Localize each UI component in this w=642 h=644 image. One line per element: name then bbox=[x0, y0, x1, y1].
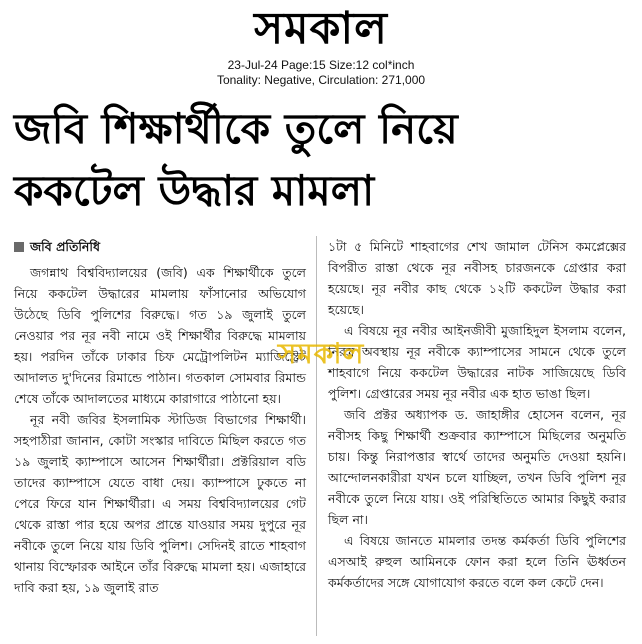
article-paragraph: নূর নবী জবির ইসলামিক স্টাডিজ বিভাগের শিক্ষার্থী। সহপাঠীরা জানান, কোটা সংস্কার দাবিতে মিছিল করতে গত ১৯ জুলাই ক্যাম্পাসে আসেন শিক্ষার্থীরা। প্রক্টরিয়াল বডি তাদের ক্যাম্পাসে যেতে বাধা দেয়। ক্যাম্পাসে ঢুকতে না পেরে ফিরে যান শিক্ষার্থীরা। এ সময় বিশ্ববিদ্যালয়ের গেট থেকে রাস্তা পার হয়ে অপর প্রান্তে যাওয়ার সময় দুপুরে নূর নবীকে তুলে নিয়ে যায় ডিবি পুলিশ। সেদিনই রাতে শাহবাগ থানায় বিস্ফোরক আইনে তাঁর বিরুদ্ধে মামলা হয়। এজাহারে দাবি করা হয়, ১৯ জুলাই রাত bbox=[14, 412, 306, 595]
article-headline bbox=[14, 98, 634, 222]
article-left-column bbox=[14, 262, 306, 598]
clip-info-line-2: Tonality: Negative, Circulation: 271,000 bbox=[216, 73, 426, 87]
watermark-logo: সমকাল bbox=[277, 337, 365, 370]
clip-info-line-1: 23-Jul-24 Page:15 Size:12 col*inch bbox=[227, 58, 415, 72]
article-paragraph: জবি প্রক্টর অধ্যাপক ড. জাহাঙ্গীর হোসেন বলেন, নূর নবীসহ কিছু শিক্ষার্থী শুক্রবার ক্যাম্পাসে মিছিলের অনুমতি চায়। কিন্তু নিরাপত্তার স্বার্থে তাদের অনুমতি দেওয়া হয়নি। আন্দোলনকারীরা যখন চলে যাচ্ছিল, তখন ডিবি পুলিশ নূর নবীকে তুলে নিয়ে যায়। ওই পরিস্থিতিতে আমার কিছুই করার ছিল না। bbox=[328, 407, 626, 527]
headline-line-1: জবি শিক্ষার্থীকে তুলে নিয়ে bbox=[14, 104, 458, 153]
headline-line-2: ককটেল উদ্ধার মামলা bbox=[14, 166, 375, 215]
article-paragraph: ১টা ৫ মিনিটে শাহবাগের শেখ জামাল টেনিস কমপ্লেক্সের বিপরীত রাস্তা থেকে নূর নবীসহ চারজনকে গ্রেপ্তার করা হয়েছে। নূর নবীর কাছ থেকে ১২টি ককটেল উদ্ধার করা হয়েছে। bbox=[328, 239, 626, 317]
article-right-column bbox=[328, 236, 626, 593]
byline bbox=[14, 237, 306, 257]
article-paragraph: জগন্নাথ বিশ্ববিদ্যালয়ের (জবি) এক শিক্ষার্থীকে তুলে নিয়ে ককটেল উদ্ধারের মামলায় ফাঁসানোর অভিযোগ উঠেছে ডিবি পুলিশের বিরুদ্ধে। গত ১৯ জুলাই তুলে নেওয়ার পর নূর নবী নামে ওই শিক্ষার্থীর বিরুদ্ধে মামলায় হয়। পরদিন তাঁকে ঢাকার চিফ মেট্রোপলিটন ম্যাজিস্ট্রেট আদালত দু'দিনের রিমান্ডে পাঠান। গতকাল সোমবার রিমান্ড শেষে তাঁকে আদালতের মাধ্যমে কারাগারে পাঠানো হয়। bbox=[14, 265, 306, 406]
article-paragraph: এ বিষয়ে নূর নবীর আইনজীবী মুজাহিদুল ইসলাম বলেন, নিরস্ত্র অবস্থায় নূর নবীকে ক্যাম্পাসের সামনে থেকে তুলে শাহবাগে নিয়ে ককটেল উদ্ধারের নাটক সাজিয়েছে ডিবি পুলিশ। গ্রেপ্তারের সময় নূর নবীর এক হাত ভাঙা ছিল। bbox=[328, 323, 626, 401]
newspaper-masthead: সমকাল bbox=[254, 3, 388, 54]
column-divider bbox=[316, 236, 317, 636]
byline-text: জবি প্রতিনিধি bbox=[30, 239, 100, 254]
article-paragraph: এ বিষয়ে জানতে মামলার তদন্ত কর্মকর্তা ডিবি পুলিশের এসআই রুহুল আমিনকে ফোন করা হলে তিনি ঊর্ধ্বতন কর্মকর্তাদের সঙ্গে যোগাযোগ করতে বলে কল কেটে দেন। bbox=[328, 533, 626, 590]
byline-square-icon bbox=[14, 242, 24, 252]
